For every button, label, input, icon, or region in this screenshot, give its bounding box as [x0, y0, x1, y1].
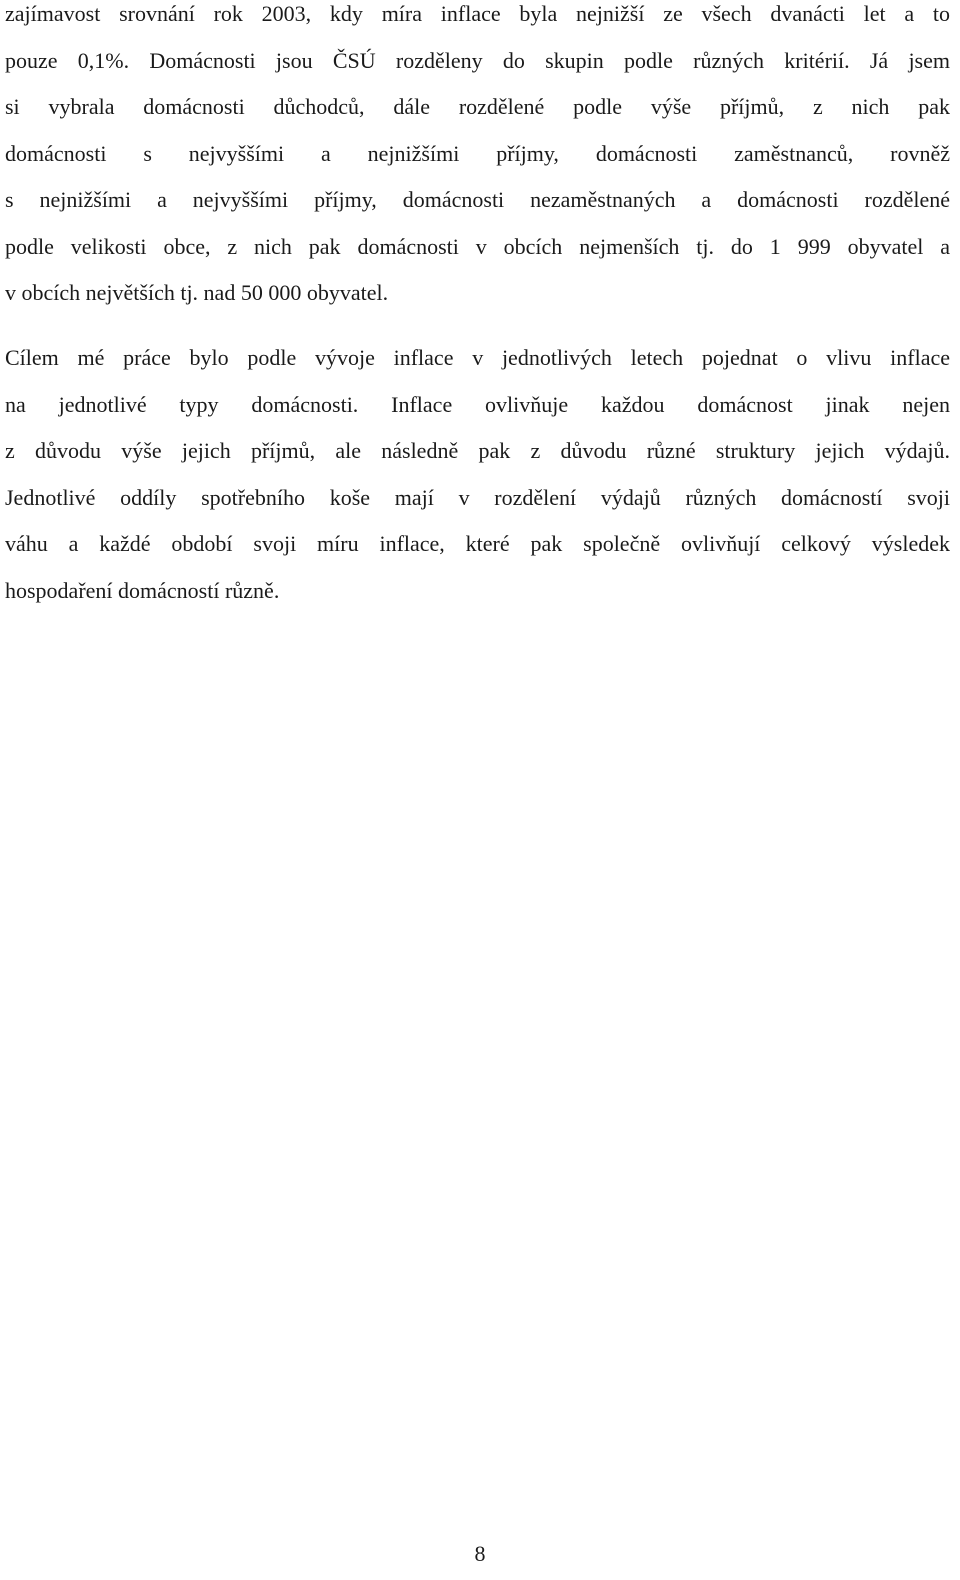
paragraph-line: zajímavost srovnání rok 2003, kdy míra inflace byla nejnižší ze všech dvanácti let a to	[5, 1, 950, 26]
paragraph-line: pouze 0,1%. Domácnosti jsou ČSÚ rozděleny do skupin podle různých kritérií. Já jsem	[5, 47, 950, 73]
paragraph-1	[5, 0, 950, 326]
paragraph-2	[5, 344, 950, 623]
paragraph-line: v obcích největších tj. nad 50 000 obyvatel.	[5, 280, 389, 305]
paragraph-line: hospodaření domácností různě.	[5, 577, 280, 603]
paragraph-line: s nejnižšími a nejvyššími příjmy, domácnosti nezaměstnaných a domácnosti rozdělené	[5, 187, 950, 212]
paragraph-line: Jednotlivé oddíly spotřebního koše mají v rozdělení výdajů různých domácností svoji	[5, 484, 950, 510]
paragraph-line: podle velikosti obce, z nich pak domácnosti v obcích nejmenších tj. do 1 999 obyvatel a	[5, 233, 950, 259]
paragraph-line: Cílem mé práce bylo podle vývoje inflace v jednotlivých letech pojednat o vlivu inflace	[5, 345, 950, 370]
page-number: 8	[474, 1541, 486, 1566]
paragraph-line: domácnosti s nejvyššími a nejnižšími příjmy, domácnosti zaměstnanců, rovněž	[5, 140, 950, 166]
paragraph-line: na jednotlivé typy domácnosti. Inflace ovlivňuje každou domácnost jinak nejen	[5, 391, 950, 417]
paragraph-line: si vybrala domácnosti důchodců, dále rozdělené podle výše příjmů, z nich pak	[5, 94, 950, 119]
paragraph-line: z důvodu výše jejich příjmů, ale následně pak z důvodu různé struktury jejich výdajů.	[5, 438, 950, 463]
paragraph-line: váhu a každé období svoji míru inflace, které pak společně ovlivňují celkový výsledek	[5, 531, 950, 556]
